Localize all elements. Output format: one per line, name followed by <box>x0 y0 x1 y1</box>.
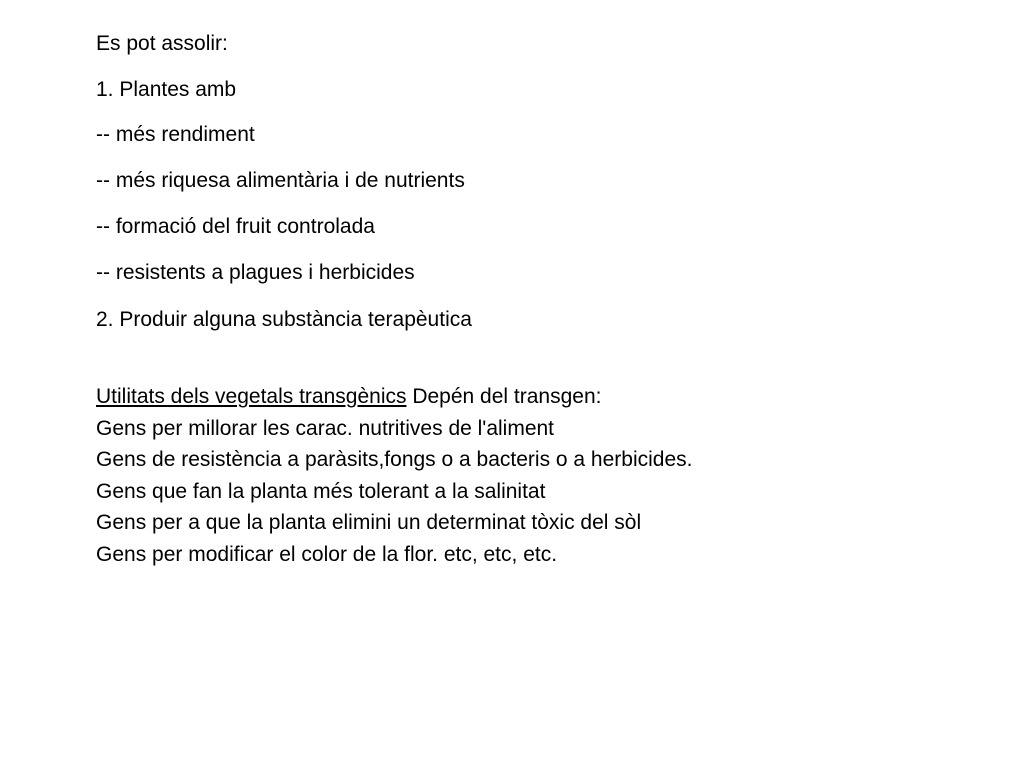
utilities-heading: Utilitats dels vegetals transgènics <box>96 385 407 408</box>
utilities-heading-suffix: Depén del transgen: <box>412 385 602 408</box>
utility-line: Gens de resistència a paràsits,fongs o a bacteris o a herbicides. <box>96 448 693 471</box>
utilities-heading-row <box>96 381 693 413</box>
utility-line: Gens per modificar el color de la flor. etc, etc, etc. <box>96 542 558 566</box>
utilities-section <box>96 381 693 570</box>
bullet-item: -- més riquesa alimentària i de nutrients <box>96 169 465 192</box>
bullet-item: -- formació del fruit controlada <box>96 215 375 238</box>
intro-text: Es pot assolir: <box>96 32 228 55</box>
point-2-heading: 2. Produir alguna substància terapèutica <box>96 308 472 331</box>
bullet-item: -- més rendiment <box>96 123 255 146</box>
utility-line: Gens per millorar les carac. nutritives de l'aliment <box>96 416 555 440</box>
point-1-heading: 1. Plantes amb <box>96 78 237 101</box>
utility-line: Gens que fan la planta més tolerant a la salinitat <box>96 479 546 503</box>
bullet-item: -- resistents a plagues i herbicides <box>96 261 415 284</box>
utility-line: Gens per a que la planta elimini un determinat tòxic del sòl <box>96 511 642 534</box>
